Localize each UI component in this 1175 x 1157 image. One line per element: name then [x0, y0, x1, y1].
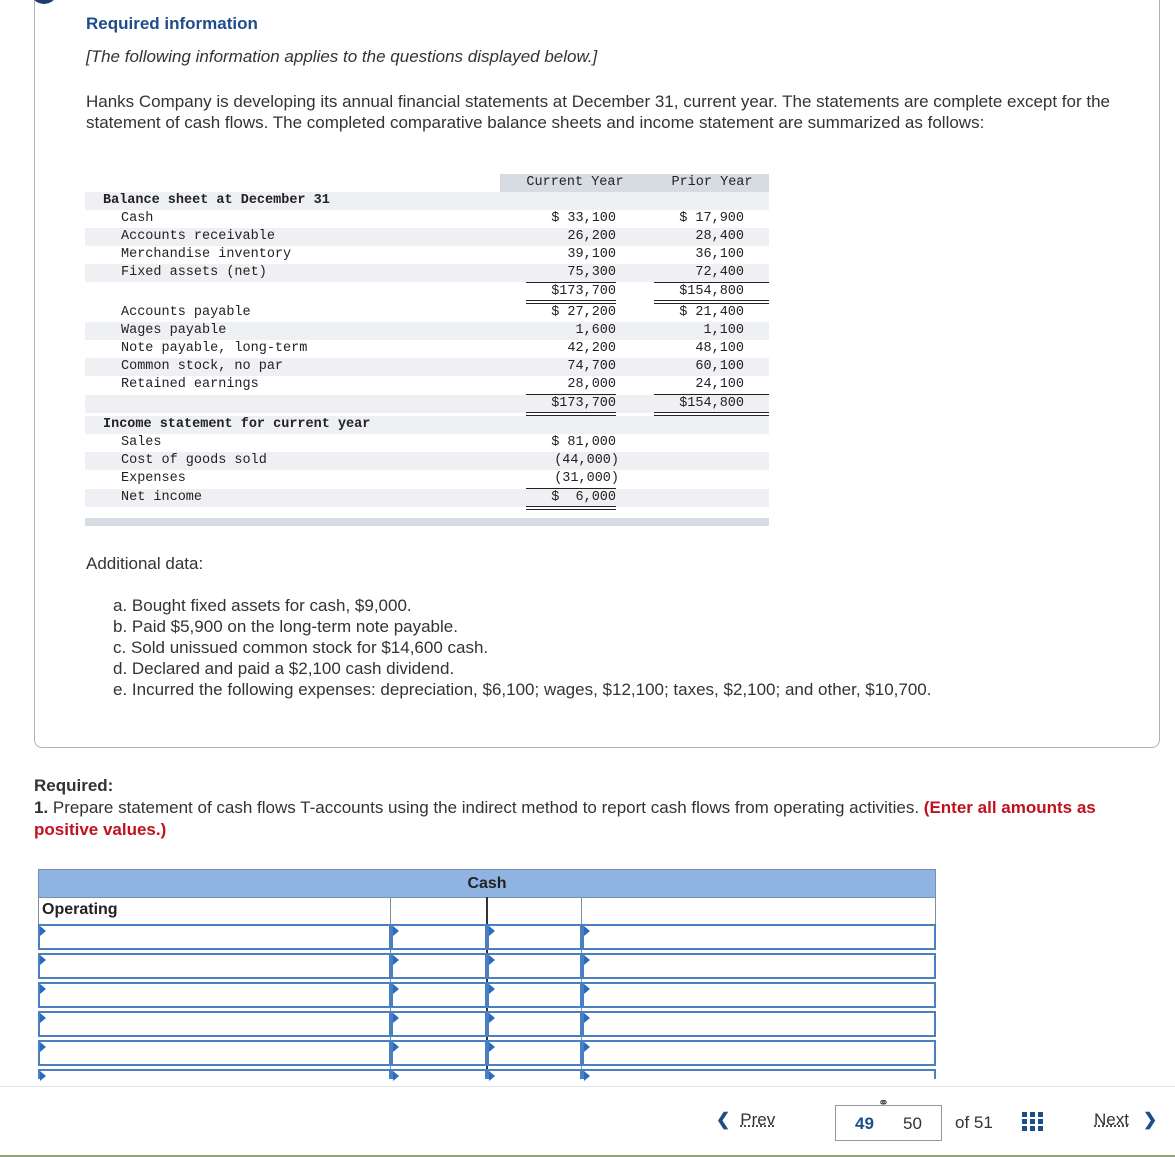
credit-amount-input[interactable]: [487, 1011, 582, 1037]
input-marker: [393, 1013, 399, 1023]
debit-description-input[interactable]: [38, 982, 391, 1008]
table-row: [85, 322, 769, 340]
credit-description-input[interactable]: [582, 1040, 936, 1066]
row-label: Expenses: [121, 471, 186, 486]
credit-amount-input[interactable]: [487, 1069, 582, 1079]
assets-total-current: $173,700: [551, 284, 616, 299]
page-count: of 51: [955, 1113, 993, 1132]
input-marker: [489, 1013, 495, 1023]
debit-amount-input[interactable]: [391, 1011, 487, 1037]
debit-description-input[interactable]: [38, 953, 391, 979]
table-row: [85, 416, 769, 434]
t-account-title: Cash: [38, 869, 936, 898]
income-statement-title: Income statement for current year: [103, 417, 371, 432]
prior-value: 36,100: [695, 247, 744, 262]
question-note: (Enter all amounts as positive values.): [34, 798, 1096, 839]
footer-divider: [0, 1086, 1175, 1087]
debit-description-input[interactable]: [38, 1069, 391, 1079]
credit-amount-input[interactable]: [487, 953, 582, 979]
row-label: Net income: [121, 490, 203, 505]
page-49-button[interactable]: 49: [855, 1114, 874, 1133]
input-marker: [40, 1013, 46, 1023]
table-bottom-bar: [85, 518, 769, 526]
table-row: [85, 264, 769, 282]
table-row: [85, 192, 769, 210]
current-value: 74,700: [567, 359, 616, 374]
page-50-button[interactable]: 50: [903, 1114, 922, 1133]
prior-value: 24,100: [695, 377, 744, 392]
debit-description-input[interactable]: [38, 1011, 391, 1037]
list-item: d. Declared and paid a $2,100 cash dividend.: [113, 659, 455, 678]
table-row: [85, 304, 769, 322]
row-label: Common stock, no par: [121, 359, 284, 374]
input-marker: [584, 1042, 590, 1052]
credit-description-input[interactable]: [582, 982, 936, 1008]
table-row: [85, 489, 769, 507]
link-icon: ⚭: [878, 1095, 889, 1110]
current-value: $ 27,200: [551, 305, 616, 320]
current-value: 1,600: [575, 323, 616, 338]
row-label: Merchandise inventory: [121, 247, 292, 262]
list-item: c. Sold unissued common stock for $14,600 cash.: [113, 638, 489, 657]
prior-value: $ 17,900: [679, 211, 744, 226]
current-value: $ 33,100: [551, 211, 616, 226]
current-value: $ 81,000: [551, 435, 616, 450]
table-row: [85, 470, 769, 488]
current-value: $ 6,000: [551, 490, 616, 505]
additional-data-list: [113, 595, 931, 700]
prior-value: 72,400: [695, 265, 744, 280]
assets-total-prior: $154,800: [679, 284, 744, 299]
prior-value: 48,100: [695, 341, 744, 356]
col-current-year: Current Year: [526, 175, 624, 190]
balance-sheet-title: Balance sheet at December 31: [103, 193, 330, 208]
table-row: [85, 340, 769, 358]
table-row: [85, 452, 769, 470]
input-marker: [393, 955, 399, 965]
problem-paragraph: Hanks Company is developing its annual financial statements at December 31, current year. The statements are complete except for the statement of cash flows. The completed comparative balance sheets and income statement are summarized as follows:: [86, 92, 1111, 132]
required-info-title: Required information: [86, 14, 258, 33]
chevron-left-icon: ❮: [716, 1110, 731, 1129]
current-value: 28,000: [567, 377, 616, 392]
table-row: [85, 283, 769, 301]
input-marker: [489, 1071, 495, 1081]
table-row: [85, 434, 769, 452]
operating-label: Operating: [42, 901, 118, 918]
current-value: 39,100: [567, 247, 616, 262]
current-value: (44,000): [554, 453, 619, 468]
prior-value: 28,400: [695, 229, 744, 244]
credit-amount-input[interactable]: [487, 1040, 582, 1066]
required-section: [34, 775, 1134, 841]
table-row: [85, 228, 769, 246]
list-item: b. Paid $5,900 on the long-term note payable.: [113, 617, 458, 636]
credit-description-input[interactable]: [582, 1011, 936, 1037]
debit-description-input[interactable]: [38, 924, 391, 950]
prev-button[interactable]: [716, 1110, 775, 1130]
input-marker: [584, 926, 590, 936]
current-value: 26,200: [567, 229, 616, 244]
next-button[interactable]: [1094, 1110, 1157, 1130]
row-label: Accounts receivable: [121, 229, 275, 244]
current-value: 42,200: [567, 341, 616, 356]
current-value: 75,300: [567, 265, 616, 280]
prior-value: 1,100: [703, 323, 744, 338]
debit-amount-input[interactable]: [391, 1040, 487, 1066]
list-item: e. Incurred the following expenses: depreciation, $6,100; wages, $12,100; taxes, $2,100; and other, $10,700.: [113, 680, 932, 699]
prior-value: 60,100: [695, 359, 744, 374]
row-label: Cash: [121, 211, 154, 226]
input-marker: [584, 984, 590, 994]
input-marker: [489, 984, 495, 994]
next-label: Next: [1094, 1110, 1129, 1129]
input-marker: [40, 984, 46, 994]
credit-description-input[interactable]: [582, 953, 936, 979]
liabilities-total-prior: $154,800: [679, 396, 744, 411]
input-marker: [584, 955, 590, 965]
row-label: Fixed assets (net): [121, 265, 267, 280]
table-row: [85, 358, 769, 376]
intro-text: [The following information applies to the questions displayed below.]: [86, 47, 598, 66]
input-marker: [489, 955, 495, 965]
table-row: [85, 246, 769, 264]
required-instruction: [34, 797, 1134, 841]
input-marker: [393, 926, 399, 936]
grid-icon[interactable]: [1022, 1112, 1044, 1132]
row-label: Cost of goods sold: [121, 453, 267, 468]
page-navigator: [835, 1095, 942, 1141]
question-text: Prepare statement of cash flows T-accounts using the indirect method to report cash flows from operating activities.: [48, 798, 924, 817]
input-marker: [489, 1042, 495, 1052]
row-label: Note payable, long-term: [121, 341, 308, 356]
list-item: a. Bought fixed assets for cash, $9,000.: [113, 596, 412, 615]
chevron-right-icon: ❯: [1142, 1110, 1158, 1129]
credit-amount-input[interactable]: [487, 982, 582, 1008]
credit-description-input[interactable]: [582, 1069, 936, 1079]
table-row: [85, 376, 769, 394]
input-marker: [40, 1071, 46, 1081]
row-label: Wages payable: [121, 323, 227, 338]
input-marker: [393, 1071, 399, 1081]
required-label: Required:: [34, 776, 114, 795]
additional-data-title: Additional data:: [86, 554, 204, 573]
input-marker: [584, 1071, 590, 1081]
prev-label: Prev: [740, 1110, 776, 1129]
input-marker: [584, 1013, 590, 1023]
total-double-rule: [526, 506, 616, 510]
table-row: [85, 395, 769, 413]
input-marker: [40, 1042, 46, 1052]
table-row: [85, 210, 769, 228]
prior-value: $ 21,400: [679, 305, 744, 320]
current-value: (31,000): [554, 471, 619, 486]
input-marker: [393, 1042, 399, 1052]
debit-amount-input[interactable]: [391, 924, 487, 950]
col-prior-year: Prior Year: [671, 175, 753, 190]
row-label: Sales: [121, 435, 162, 450]
credit-amount-input[interactable]: [487, 924, 582, 950]
input-marker: [393, 984, 399, 994]
row-label: Accounts payable: [121, 305, 251, 320]
row-label: Retained earnings: [121, 377, 259, 392]
input-marker: [40, 955, 46, 965]
input-marker: [40, 926, 46, 936]
question-number: 1.: [34, 798, 49, 817]
debit-amount-input[interactable]: [391, 1069, 487, 1079]
credit-description-input[interactable]: [582, 924, 936, 950]
debit-description-input[interactable]: [38, 1040, 391, 1066]
liabilities-total-current: $173,700: [551, 396, 616, 411]
debit-amount-input[interactable]: [391, 953, 487, 979]
input-marker: [489, 926, 495, 936]
debit-amount-input[interactable]: [391, 982, 487, 1008]
